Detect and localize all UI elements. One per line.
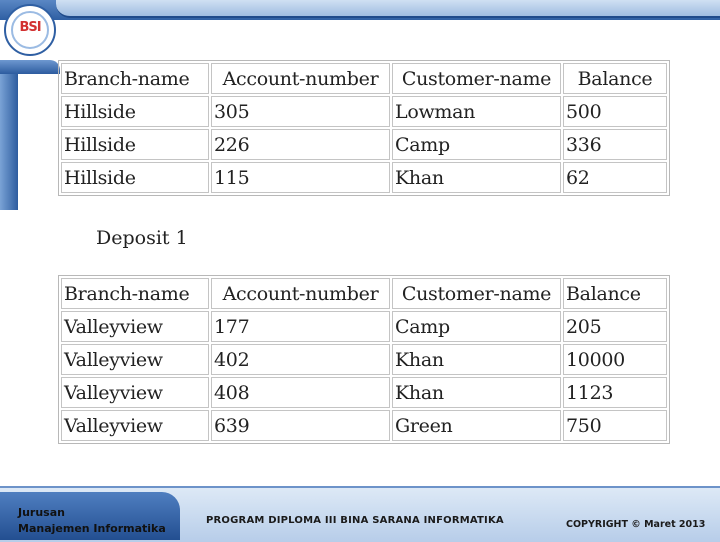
cell-account: 305 <box>211 96 390 127</box>
cell-balance: 336 <box>563 129 667 160</box>
cell-account: 408 <box>211 377 390 408</box>
cell-balance: 750 <box>563 410 667 441</box>
header-customer-name: Customer-name <box>392 278 561 309</box>
cell-account: 226 <box>211 129 390 160</box>
cell-customer: Khan <box>392 344 561 375</box>
deposit-table-hillside <box>58 60 670 196</box>
cell-customer: Khan <box>392 162 561 193</box>
header-branch-name: Branch-name <box>61 278 209 309</box>
header-balance: Balance <box>563 63 667 94</box>
table-row <box>61 129 667 160</box>
cell-branch: Valleyview <box>61 311 209 342</box>
cell-balance: 10000 <box>563 344 667 375</box>
cell-account: 115 <box>211 162 390 193</box>
cell-account: 402 <box>211 344 390 375</box>
cell-branch: Hillside <box>61 162 209 193</box>
cell-customer: Camp <box>392 311 561 342</box>
table-row <box>61 344 667 375</box>
cell-balance: 500 <box>563 96 667 127</box>
left-bar-hook <box>0 60 60 74</box>
cell-customer: Lowman <box>392 96 561 127</box>
footer-program-title: PROGRAM DIPLOMA III BINA SARANA INFORMATIKA <box>206 515 504 526</box>
left-decorative-bar <box>0 60 18 210</box>
footer-dept-line2: Manajemen Informatika <box>18 522 166 535</box>
logo-mark: BSI <box>19 20 41 35</box>
cell-customer: Camp <box>392 129 561 160</box>
table-row <box>61 162 667 193</box>
bsi-logo <box>4 4 56 56</box>
header-account-number: Account-number <box>211 278 390 309</box>
deposit-table-valleyview <box>58 275 670 444</box>
cell-branch: Hillside <box>61 129 209 160</box>
header-account-number: Account-number <box>211 63 390 94</box>
cell-branch: Hillside <box>61 96 209 127</box>
cell-branch: Valleyview <box>61 344 209 375</box>
cell-account: 177 <box>211 311 390 342</box>
table-row <box>61 377 667 408</box>
cell-balance: 205 <box>563 311 667 342</box>
cell-customer: Khan <box>392 377 561 408</box>
table-header-row <box>61 63 667 94</box>
table-row <box>61 410 667 441</box>
table-header-row <box>61 278 667 309</box>
footer-dept-line1: Jurusan <box>18 506 65 519</box>
table-caption: Deposit 1 <box>96 227 188 249</box>
cell-branch: Valleyview <box>61 410 209 441</box>
footer-copyright: COPYRIGHT © Maret 2013 <box>566 519 706 530</box>
table-row <box>61 96 667 127</box>
top-band-highlight <box>56 0 720 18</box>
cell-balance: 62 <box>563 162 667 193</box>
header-customer-name: Customer-name <box>392 63 561 94</box>
table-row <box>61 311 667 342</box>
cell-account: 639 <box>211 410 390 441</box>
cell-branch: Valleyview <box>61 377 209 408</box>
cell-balance: 1123 <box>563 377 667 408</box>
cell-customer: Green <box>392 410 561 441</box>
header-branch-name: Branch-name <box>61 63 209 94</box>
header-balance: Balance <box>563 278 667 309</box>
